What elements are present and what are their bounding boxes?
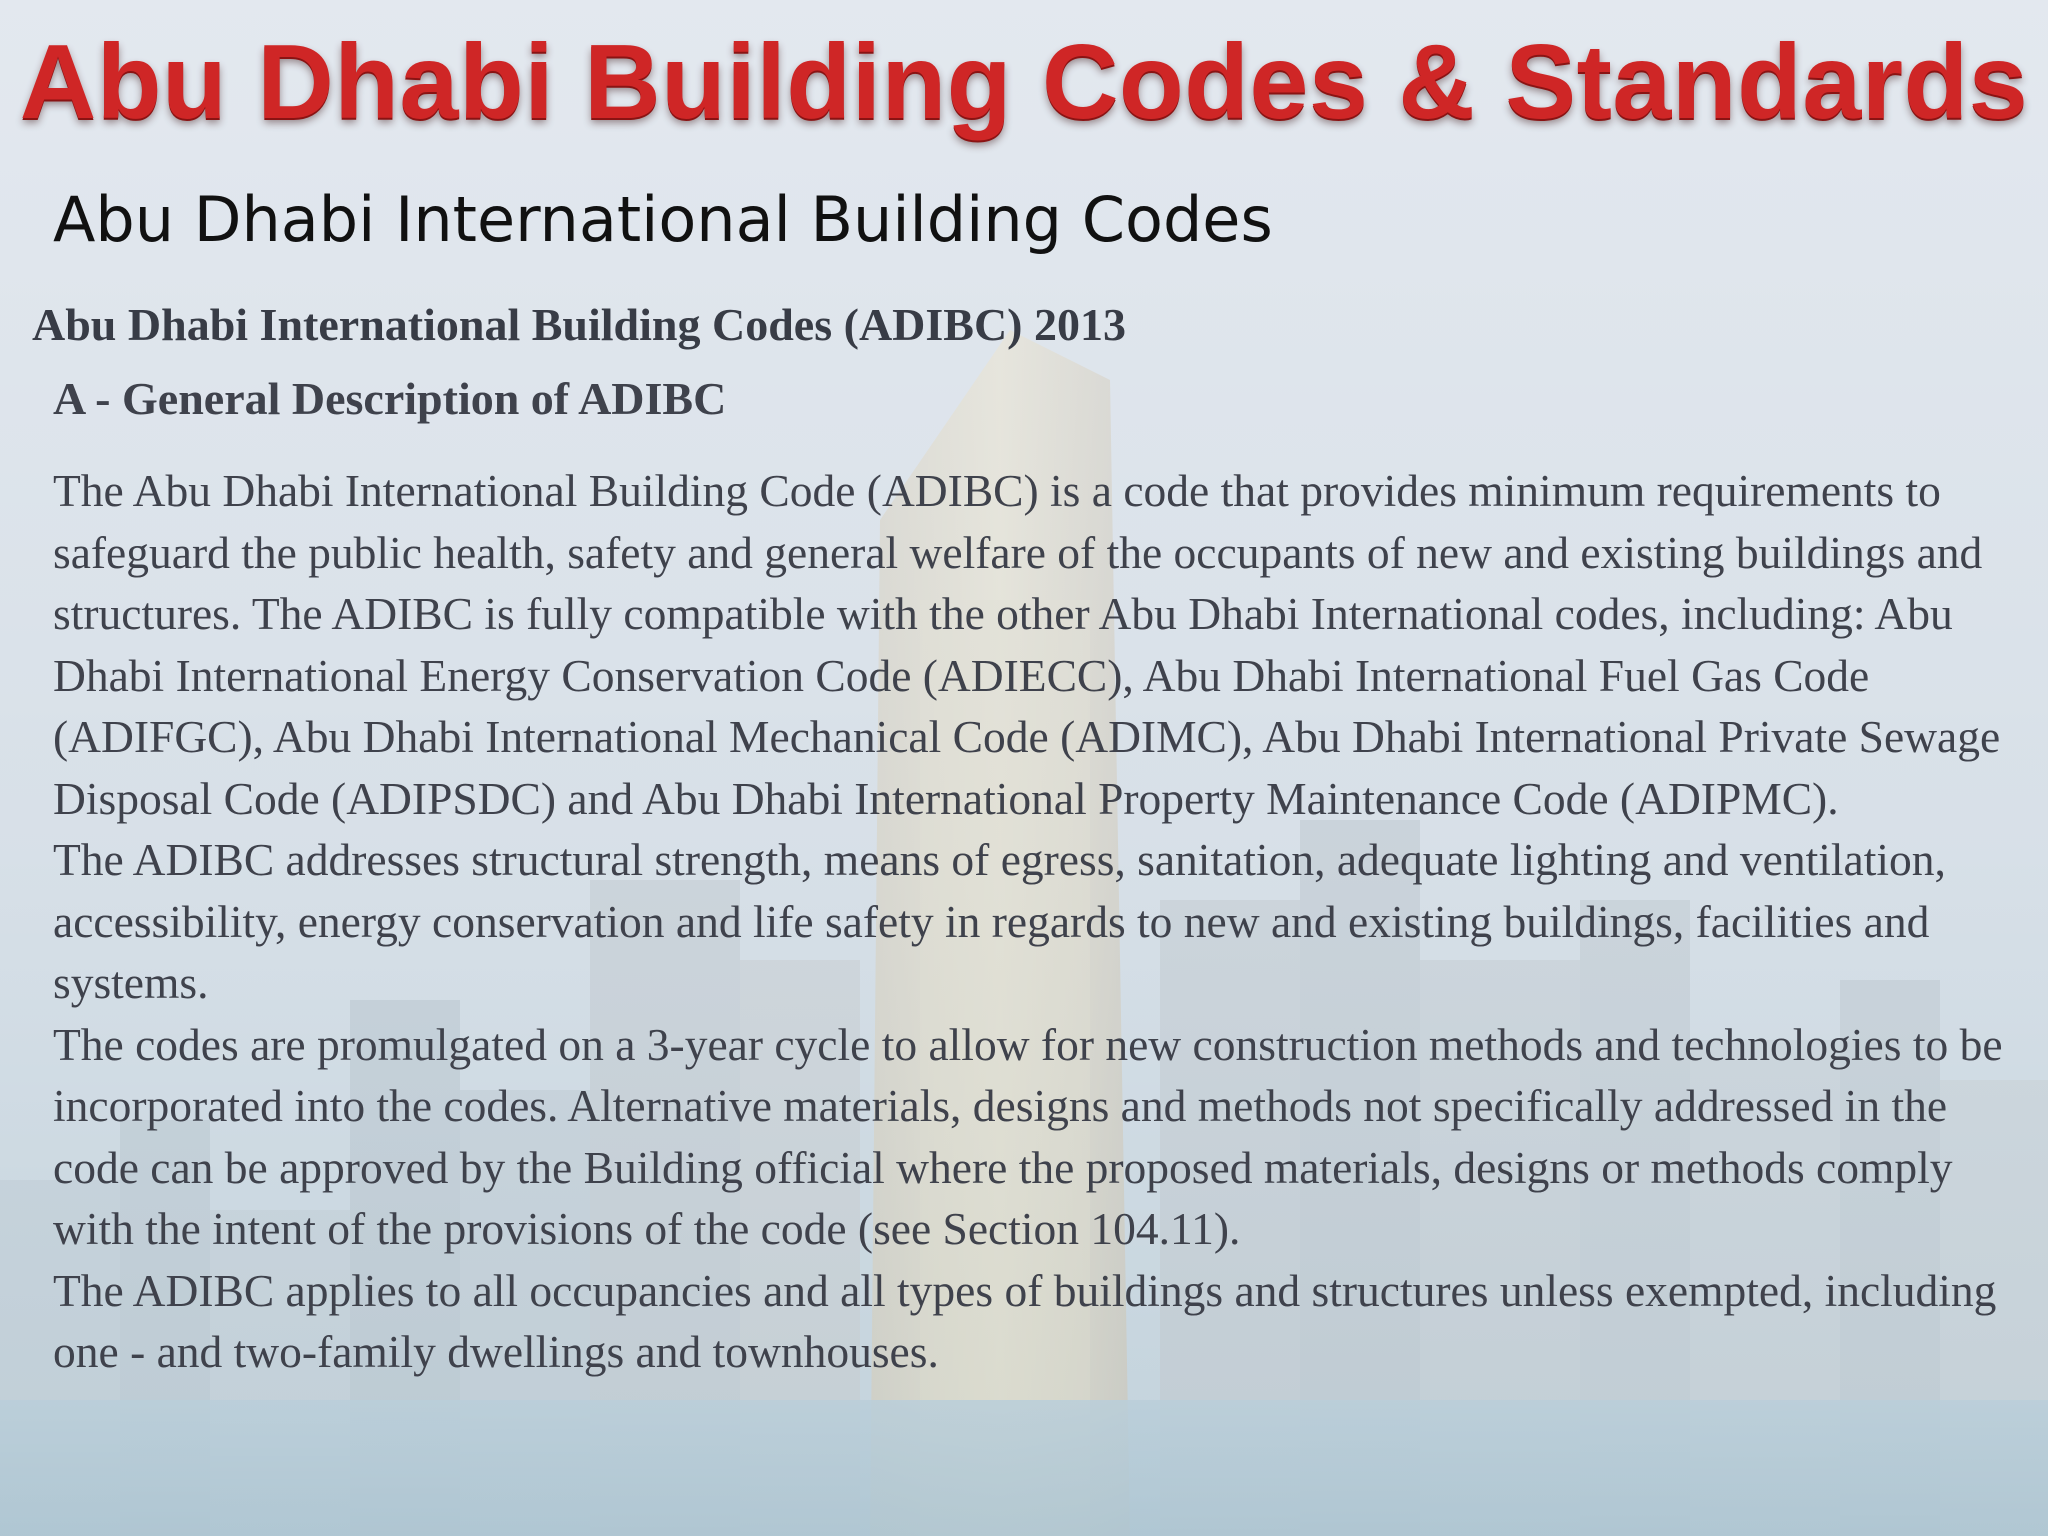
paragraph: The ADIBC addresses structural strength, means of egress, sanitation, adequate lighting and ventilation, accessibility, energy conservation and life safety in regards to new and existing buildings, facilities and systems. xyxy=(53,834,1946,1008)
body-text xyxy=(53,460,2023,1383)
paragraph: The Abu Dhabi International Building Code (ADIBC) is a code that provides minimum requirements to safeguard the public health, safety and general welfare of the occupants of new and existing buildings and structures. The ADIBC is fully compatible with the other Abu Dhabi International codes, including: Abu Dhabi International Energy Conservation Code (ADIECC), Abu Dhabi International Fuel Gas Code (ADIFGC), Abu Dhabi International Mechanical Code (ADIMC), Abu Dhabi International Private Sewage Disposal Code (ADIPSDC) and Abu Dhabi International Property Maintenance Code (ADIPMC). xyxy=(53,465,2001,824)
sub-heading: A - General Description of ADIBC xyxy=(53,373,727,424)
slide-subtitle: Abu Dhabi International Building Codes xyxy=(53,183,1273,256)
paragraph: The ADIBC applies to all occupancies and all types of buildings and structures unless exempted, including one - and two-family dwellings and townhouses. xyxy=(53,1264,1997,1377)
slide-title: Abu Dhabi Building Codes & Standards xyxy=(19,23,2029,141)
section-heading: Abu Dhabi International Building Codes (ADIBC) 2013 xyxy=(32,299,1127,350)
paragraph: The codes are promulgated on a 3-year cycle to allow for new construction methods and technologies to be incorporated into the codes. Alternative materials, designs and methods not specifically addressed in the code can be approved by the Building official where the proposed materials, designs or methods comply with the intent of the provisions of the code (see Section 104.11). xyxy=(53,1018,2003,1254)
